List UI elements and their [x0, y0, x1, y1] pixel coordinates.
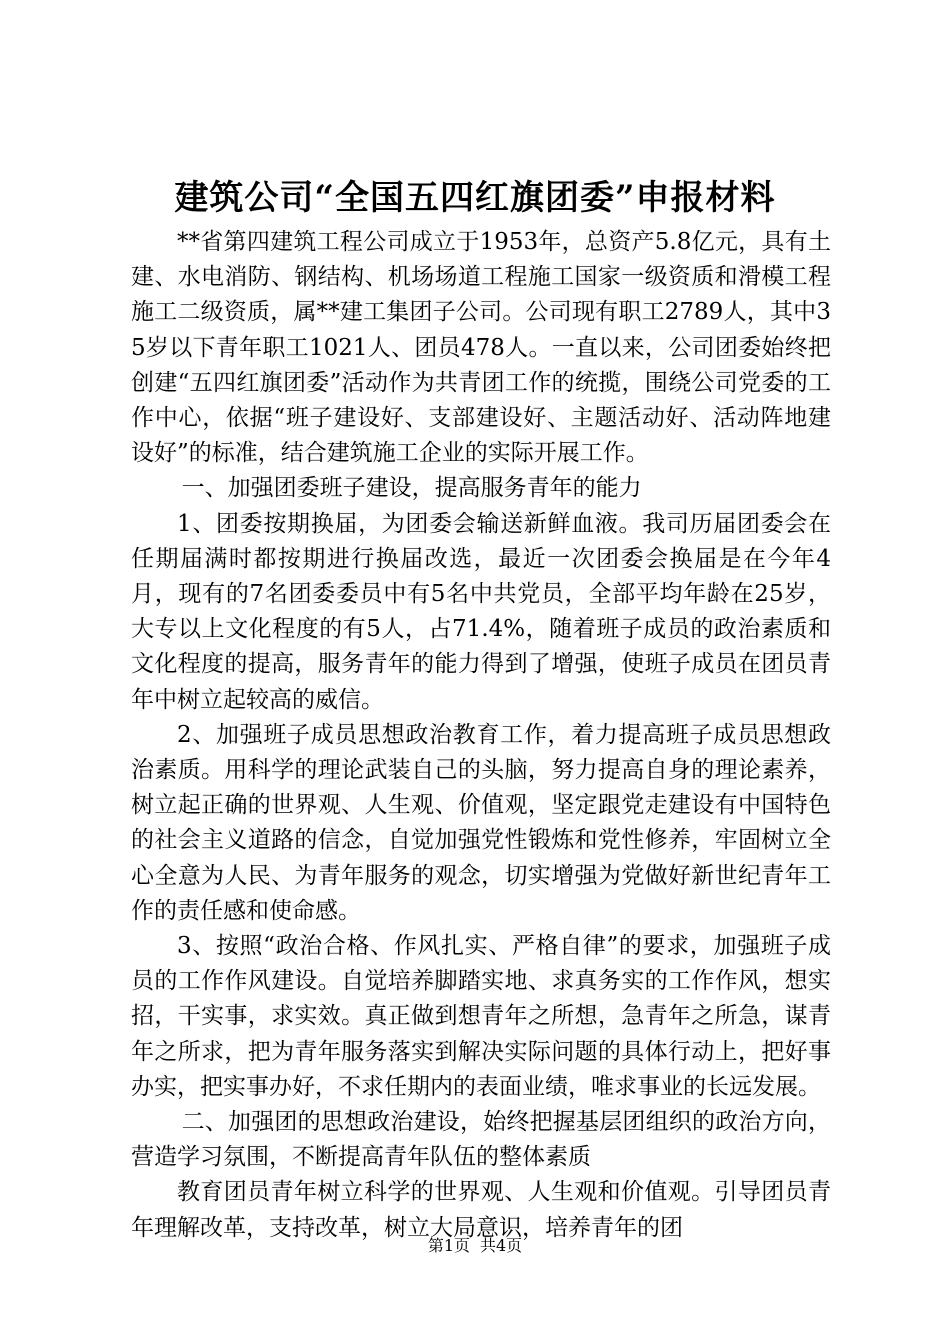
page-number: 第1页	[427, 1236, 470, 1255]
section-heading-2: 二、加强团的思想政治建设，始终把握基层团组织的政治方向，营造学习氛围，不断提高青年队伍的整体素质	[131, 1109, 831, 1171]
intro-paragraph: **省第四建筑工程公司成立于1953年，总资产5.8亿元，具有土建、水电消防、钢结构、机场场道工程施工国家一级资质和滑模工程施工二级资质，属**建工集团子公司。公司现有职工2789人，其中35岁以下青年职工1021人、团员478人。一直以来，公司团委始终把创建“五四红旗团委”活动作为共青团工作的统揽，围绕公司党委的工作中心，依据“班子建设好、支部建设好、主题活动好、活动阵地建设好”的标准，结合建筑施工企业的实际开展工作。	[131, 229, 831, 467]
document-body	[131, 225, 831, 1246]
document-title: 建筑公司“全国五四红旗团委”申报材料	[174, 178, 776, 218]
body-paragraph: 教育团员青年树立科学的世界观、人生观和价值观。引导团员青年理解改革，支持改革，树立大局意识，培养青年的团	[131, 1179, 831, 1241]
body-paragraph: 2、加强班子成员思想政治教育工作，着力提高班子成员思想政治素质。用科学的理论武装自己的头脑，努力提高自身的理论素养，树立起正确的世界观、人生观、价值观，坚定跟党走建设有中国特色的社会主义道路的信念，自觉加强党性锻炼和党性修养，牢固树立全心全意为人民、为青年服务的观念，切实增强为党做好新世纪青年工作的责任感和使命感。	[131, 721, 831, 924]
section-heading-1: 一、加强团委班子建设，提高服务青年的能力	[181, 475, 642, 502]
page-total: 共4页	[480, 1236, 523, 1255]
body-paragraph: 1、团委按期换届，为团委会输送新鲜血液。我司历届团委会在任期届满时都按期进行换届改选，最近一次团委会换届是在今年4月，现有的7名团委委员中有5名中共党员，全部平均年龄在25岁，大专以上文化程度的有5人，占71.4%，随着班子成员的政治素质和文化程度的提高，服务青年的能力得到了增强，使班子成员在团员青年中树立起较高的威信。	[131, 510, 831, 713]
page-footer	[0, 1236, 950, 1256]
body-paragraph: 3、按照“政治合格、作风扎实、严格自律”的要求，加强班子成员的工作作风建设。自觉培养脚踏实地、求真务实的工作作风，想实招，干实事，求实效。真正做到想青年之所想，急青年之所急，谋青年之所求，把为青年服务落实到解决实际问题的具体行动上，把好事办实，把实事办好，不求任期内的表面业绩，唯求事业的长远发展。	[131, 933, 831, 1100]
